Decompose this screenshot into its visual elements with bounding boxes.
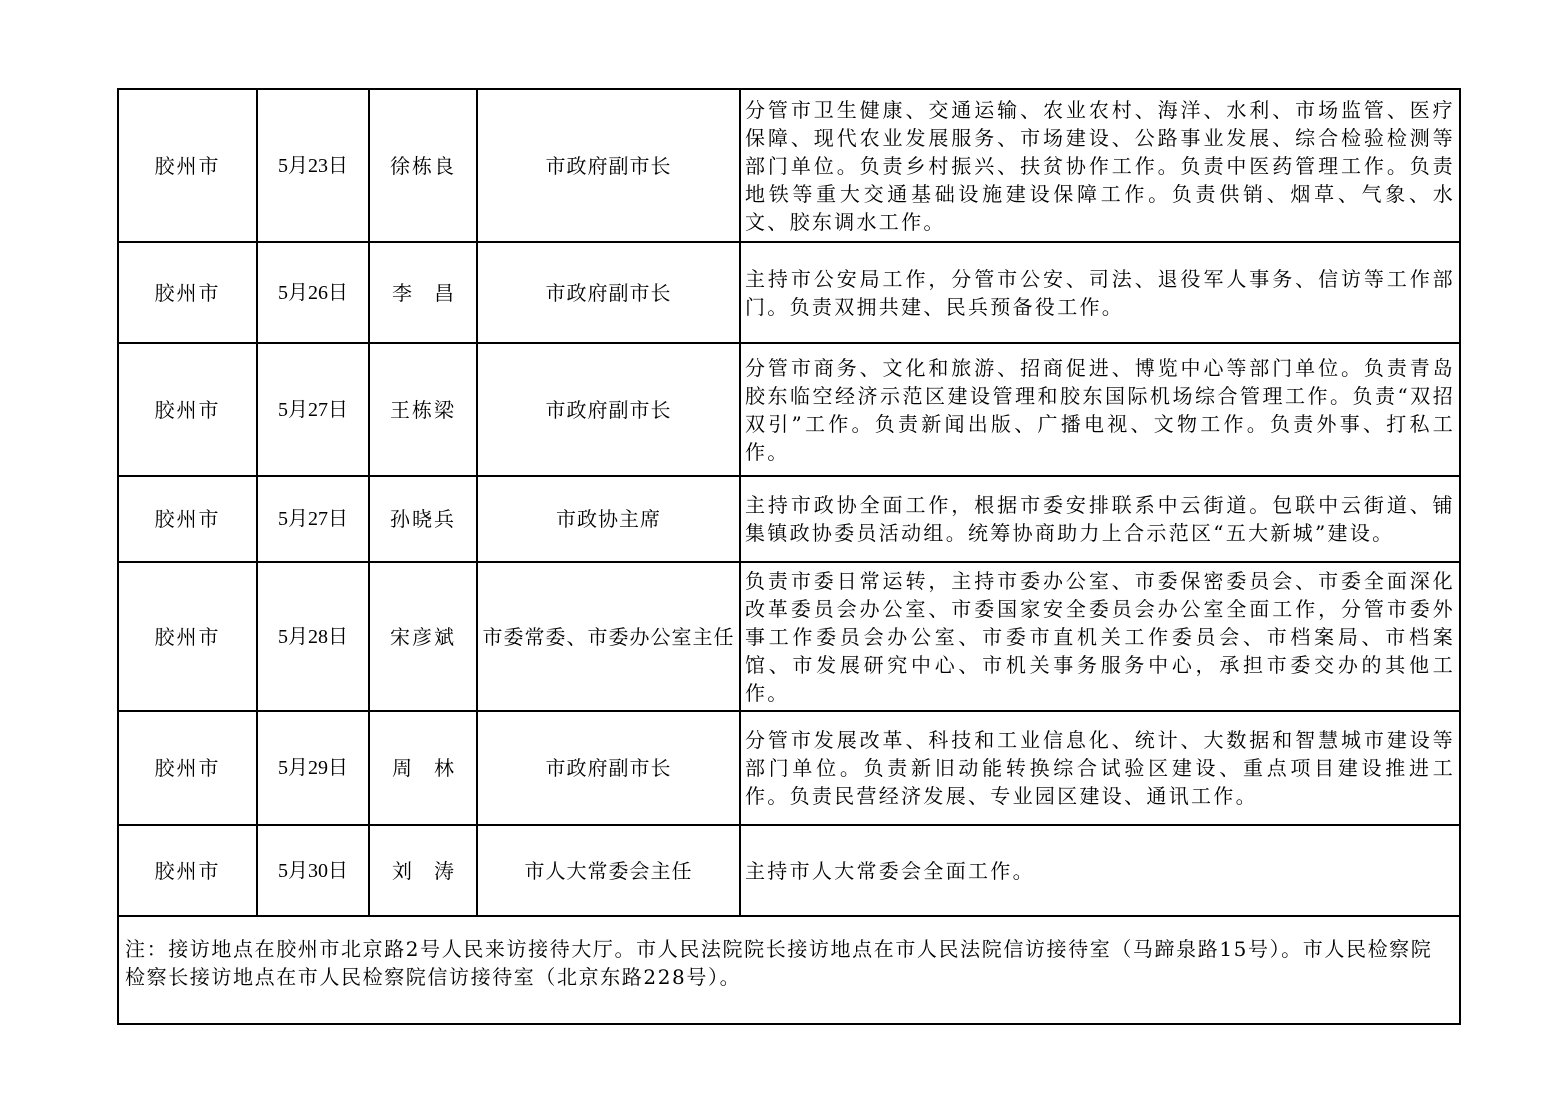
title-cell: 市委常委、市委办公室主任 <box>477 562 740 711</box>
title-cell: 市政府副市长 <box>477 242 740 343</box>
date-cell: 5月23日 <box>257 89 369 242</box>
date-cell: 5月29日 <box>257 711 369 825</box>
date-cell: 5月27日 <box>257 343 369 476</box>
title-cell: 市政府副市长 <box>477 711 740 825</box>
date-cell: 5月27日 <box>257 476 369 562</box>
city-cell: 胶州市 <box>118 711 257 825</box>
name-cell: 刘涛 <box>369 825 477 916</box>
city-cell: 胶州市 <box>118 562 257 711</box>
name-cell: 徐栋良 <box>369 89 477 242</box>
city-cell: 胶州市 <box>118 242 257 343</box>
duty-cell: 主持市政协全面工作，根据市委安排联系中云街道。包联中云街道、铺集镇政协委员活动组。统筹协商助力上合示范区“五大新城”建设。 <box>740 476 1460 562</box>
note-text: 注：接访地点在胶州市北京路2号人民来访接待大厅。市人民法院院长接访地点在市人民法院信访接待室（马蹄泉路15号）。市人民检察院检察长接访地点在市人民检察院信访接待室（北京东路228号）。 <box>118 916 1460 1024</box>
title-cell: 市政协主席 <box>477 476 740 562</box>
table-row <box>118 476 1460 562</box>
name-cell: 孙晓兵 <box>369 476 477 562</box>
duty-cell: 主持市公安局工作，分管市公安、司法、退役军人事务、信访等工作部门。负责双拥共建、民兵预备役工作。 <box>740 242 1460 343</box>
table-row <box>118 825 1460 916</box>
title-cell: 市政府副市长 <box>477 89 740 242</box>
date-cell: 5月28日 <box>257 562 369 711</box>
duty-cell: 分管市卫生健康、交通运输、农业农村、海洋、水利、市场监管、医疗保障、现代农业发展服务、市场建设、公路事业发展、综合检验检测等部门单位。负责乡村振兴、扶贫协作工作。负责中医药管理工作。负责地铁等重大交通基础设施建设保障工作。负责供销、烟草、气象、水文、胶东调水工作。 <box>740 89 1460 242</box>
duty-cell: 分管市商务、文化和旅游、招商促进、博览中心等部门单位。负责青岛胶东临空经济示范区建设管理和胶东国际机场综合管理工作。负责“双招双引”工作。负责新闻出版、广播电视、文物工作。负责外事、打私工作。 <box>740 343 1460 476</box>
note-row <box>118 916 1460 1024</box>
title-cell: 市政府副市长 <box>477 343 740 476</box>
reception-schedule-table <box>117 88 1461 1025</box>
city-cell: 胶州市 <box>118 89 257 242</box>
duty-cell: 负责市委日常运转，主持市委办公室、市委保密委员会、市委全面深化改革委员会办公室、市委国家安全委员会办公室全面工作，分管市委外事工作委员会办公室、市委市直机关工作委员会、市档案局、市档案馆、市发展研究中心、市机关事务服务中心，承担市委交办的其他工作。 <box>740 562 1460 711</box>
city-cell: 胶州市 <box>118 476 257 562</box>
table-row <box>118 89 1460 242</box>
city-cell: 胶州市 <box>118 343 257 476</box>
name-cell: 李昌 <box>369 242 477 343</box>
date-cell: 5月30日 <box>257 825 369 916</box>
table-row <box>118 343 1460 476</box>
city-cell: 胶州市 <box>118 825 257 916</box>
table-row <box>118 711 1460 825</box>
name-cell: 周林 <box>369 711 477 825</box>
table-row <box>118 242 1460 343</box>
table-row <box>118 562 1460 711</box>
title-cell: 市人大常委会主任 <box>477 825 740 916</box>
name-cell: 宋彦斌 <box>369 562 477 711</box>
name-cell: 王栋梁 <box>369 343 477 476</box>
duty-cell: 分管市发展改革、科技和工业信息化、统计、大数据和智慧城市建设等部门单位。负责新旧动能转换综合试验区建设、重点项目建设推进工作。负责民营经济发展、专业园区建设、通讯工作。 <box>740 711 1460 825</box>
duty-cell: 主持市人大常委会全面工作。 <box>740 825 1460 916</box>
date-cell: 5月26日 <box>257 242 369 343</box>
